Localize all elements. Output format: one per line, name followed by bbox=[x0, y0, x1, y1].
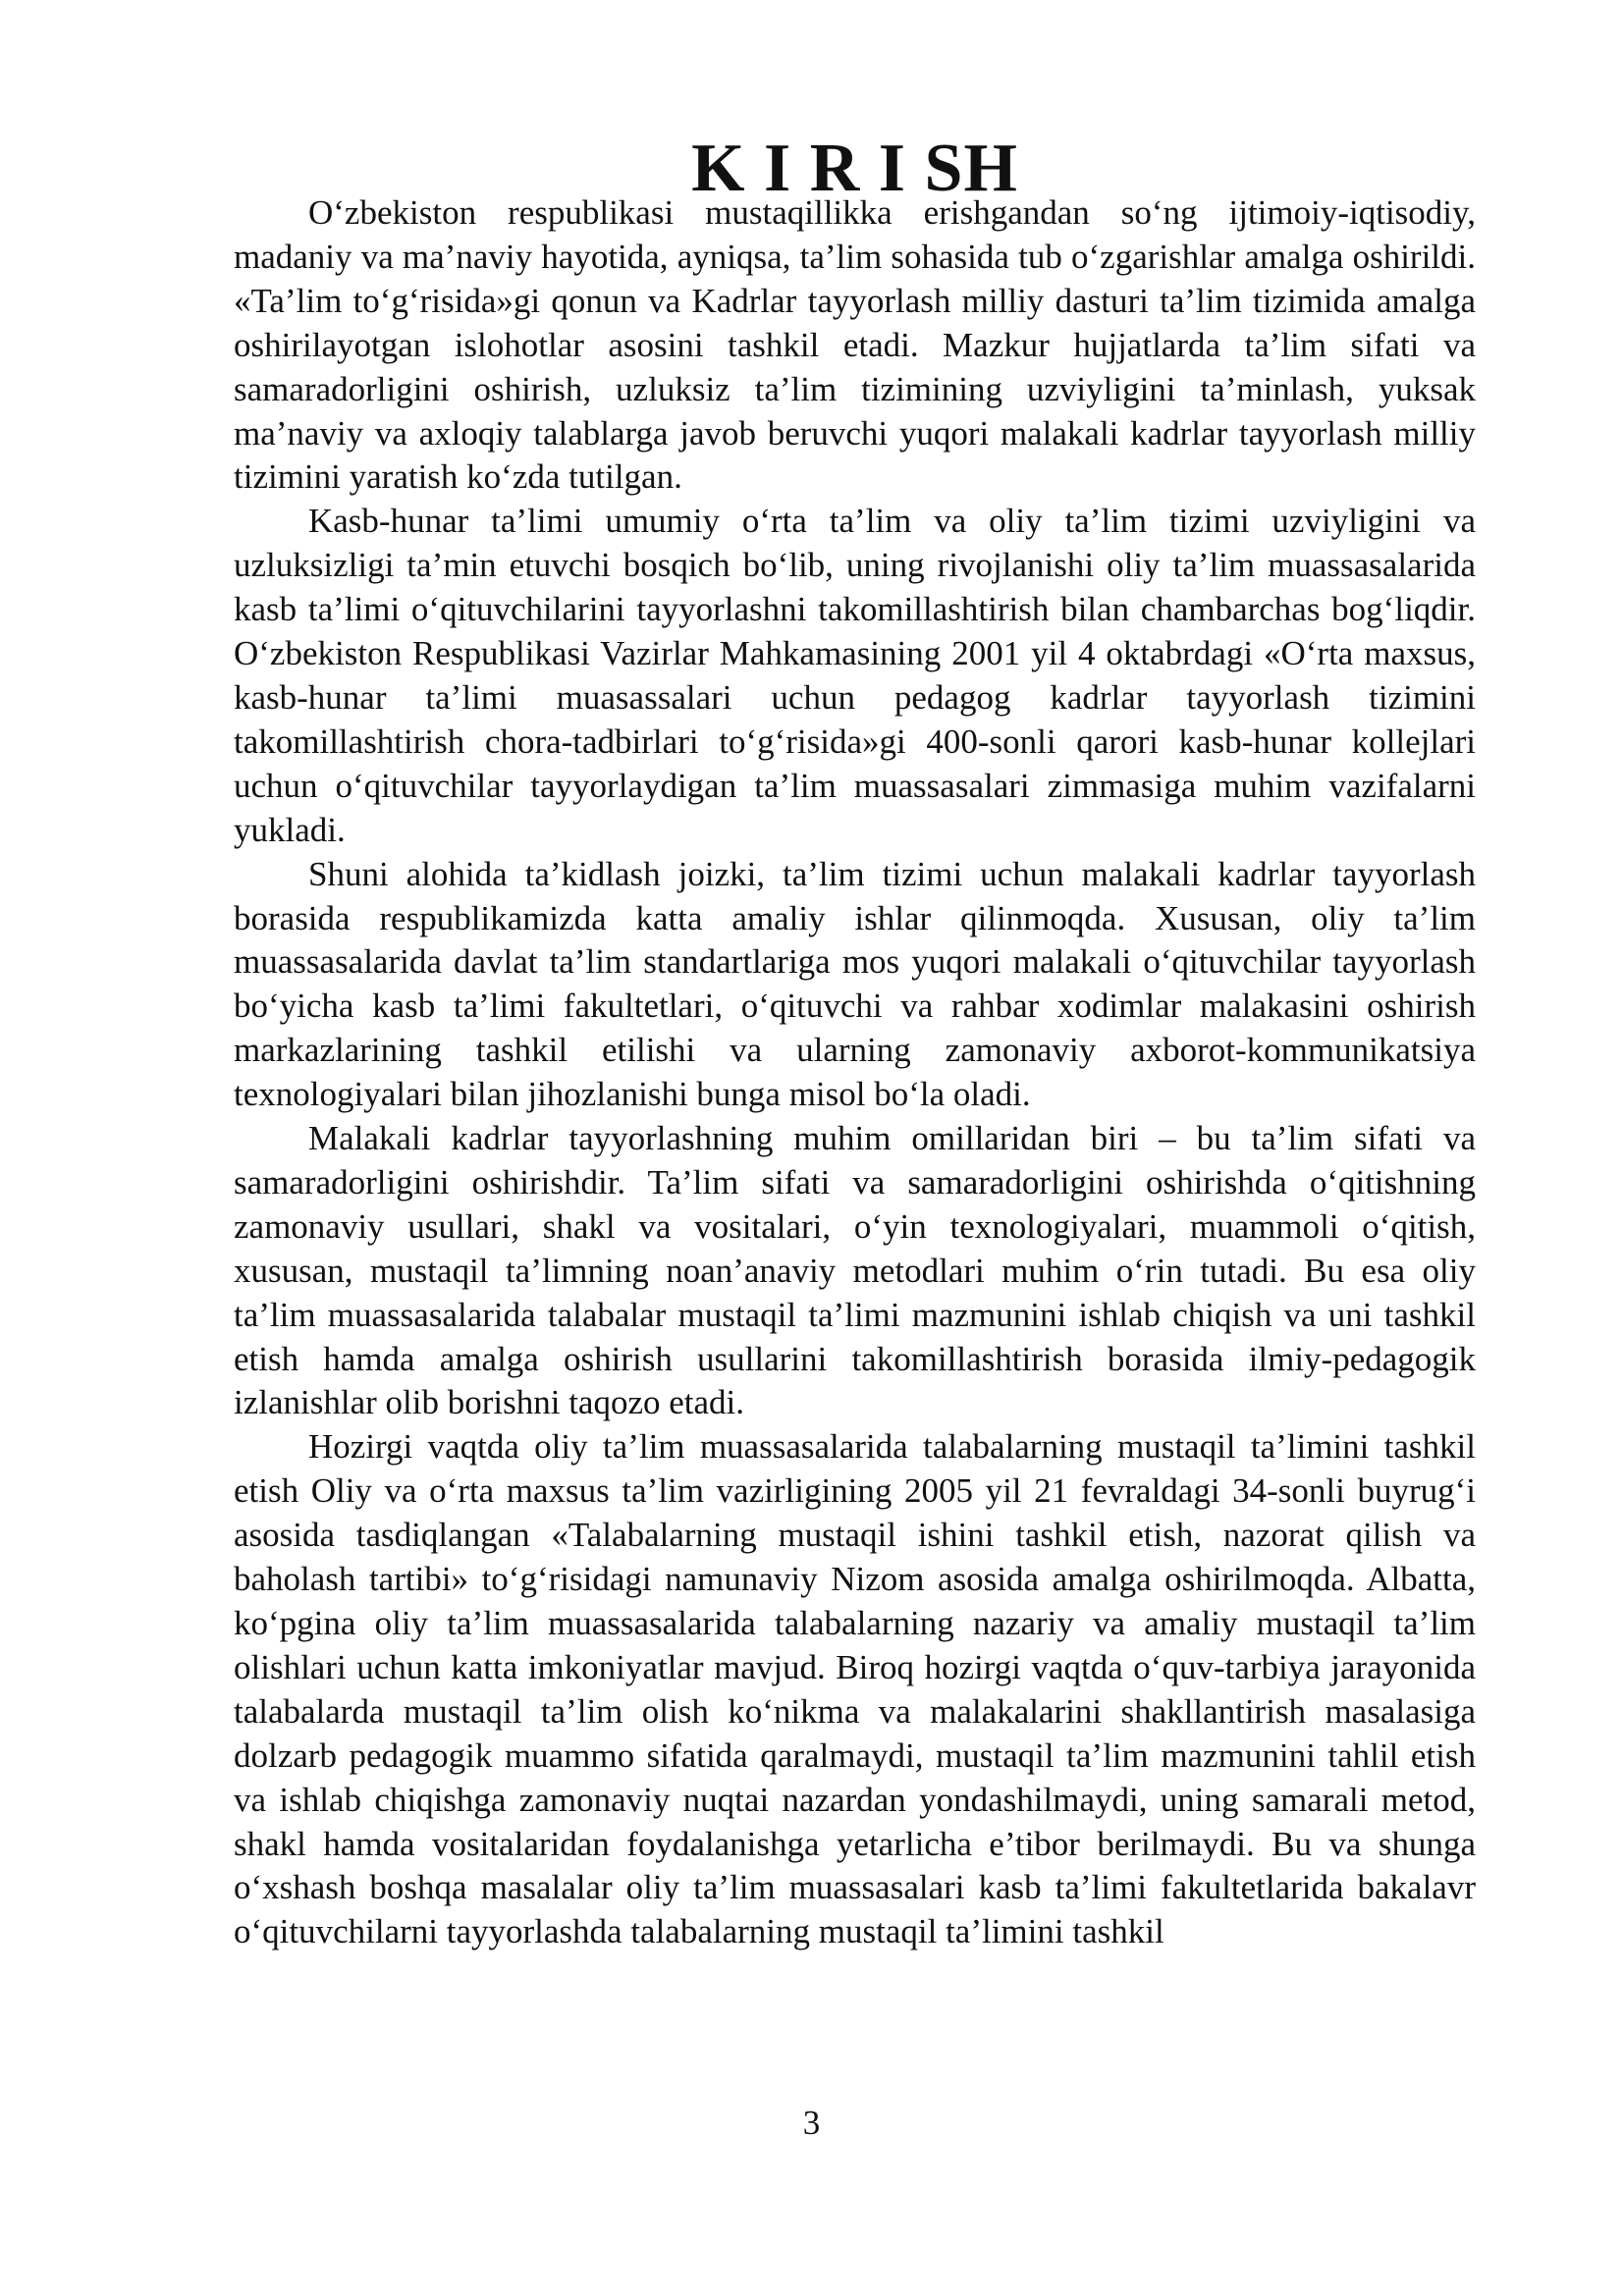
paragraph-2: Kasb-hunar ta’limi umumiy o‘rta ta’lim va oliy ta’lim tizimi uzviyligini va uzluksizligi ta’min etuvchi bosqich bo‘lib, uning rivojlanishi oliy ta’lim muassasalarida kasb ta’limi o‘qituvchilarini tayyorlashni takomillashtirish bilan chambarchas bog‘liqdir. O‘zbekiston Respublikasi Vazirlar Mahkamasining 2001 yil 4 oktabrdagi «O‘rta maxsus, kasb-hunar ta’limi muasassalari uchun pedagog kadrlar tayyorlash tizimini takomillashtirish chora-tadbirlari to‘g‘risida»gi 400-sonli qarori kasb-hunar kollejlari uchun o‘qituvchilar tayyorlaydigan ta’lim muassasalari zimmasiga muhim vazifalarni yukladi. bbox=[234, 502, 1476, 849]
section-title: K I R I SH bbox=[691, 131, 1018, 206]
paragraph-5: Hozirgi vaqtda oliy ta’lim muassasalarida talabalarning mustaqil ta’limini tashkil etish Oliy va o‘rta maxsus ta’lim vazirligining 2005 yil 21 fevraldagi 34-sonli buyrug‘i asosida tasdiqlangan «Talabalarning mustaqil ishini tashkil etish, nazorat qilish va baholash tartibi» to‘g‘risidagi namunaviy Nizom asosida amalga oshirilmoqda. Albatta, ko‘pgina oliy ta’lim muassasalarida talabalarning nazariy va amaliy mustaqil ta’lim olishlari uchun katta imkoniyatlar mavjud. Biroq hozirgi vaqtda o‘quv-tarbiya jarayonida talabalarda mustaqil ta’lim olish ko‘nikma va malakalarini shakllantirish masalasiga dolzarb pedagogik muammo sifatida qaralmaydi, mustaqil ta’lim mazmunini tahlil etish va ishlab chiqishga zamonaviy nuqtai nazardan yondashilmaydi, uning samarali metod, shakl hamda vositalaridan foydalanishga yetarlicha e’tibor berilmaydi. Bu va shunga o‘xshash boshqa masalalar oliy ta’lim muassasalari kasb ta’limi fakultetlarida bakalavr o‘qituvchilarni tayyorlashda talabalarning mustaqil ta’limini tashkil bbox=[234, 1427, 1476, 1951]
document-page bbox=[234, 131, 1476, 1954]
paragraph-1: O‘zbekiston respublikasi mustaqillikka erishgandan so‘ng ijtimoiy-iqtisodiy, madaniy va ma’naviy hayotida, ayniqsa, ta’lim sohasida tub o‘zgarishlar amalga oshirildi. «Ta’lim to‘g‘risida»gi qonun va Kadrlar tayyorlash milliy dasturi ta’lim tizimida amalga oshirilayotgan islohotlar asosini tashkil etadi. Mazkur hujjatlarda ta’lim sifati va samaradorligini oshirish, uzluksiz ta’lim tizimining uzviyligini ta’minlash, yuksak ma’naviy va axloqiy talablarga javob beruvchi yuqori malakali kadrlar tayyorlash milliy tizimini yaratish ko‘zda tutilgan. bbox=[234, 193, 1476, 497]
paragraph-3: Shuni alohida ta’kidlash joizki, ta’lim tizimi uchun malakali kadrlar tayyorlash borasida respublikamizda katta amaliy ishlar qilinmoqda. Xususan, oliy ta’lim muassasalarida davlat ta’lim standartlariga mos yuqori malakali o‘qituvchilar tayyorlash bo‘yicha kasb ta’limi fakultetlari, o‘qituvchi va rahbar xodimlar malakasini oshirish markazlarining tashkil etilishi va ularning zamonaviy axborot-kommunikatsiya texnologiyalari bilan jihozlanishi bunga misol bo‘la oladi. bbox=[234, 854, 1476, 1114]
paragraph-4: Malakali kadrlar tayyorlashning muhim omillaridan biri – bu ta’lim sifati va samaradorligini oshirishdir. Ta’lim sifati va samaradorligini oshirishda o‘qitishning zamonaviy usullari, shakl va vositalari, o‘yin texnologiyalari, muammoli o‘qitish, xususan, mustaqil ta’limning noan’anaviy metodlari muhim o‘rin tutadi. Bu esa oliy ta’lim muassasalarida talabalar mustaqil ta’limi mazmunini ishlab chiqish va uni tashkil etish hamda amalga oshirish usullarini takomillashtirish borasida ilmiy-pedagogik izlanishlar olib borishni taqozo etadi. bbox=[234, 1119, 1476, 1422]
page-number: 3 bbox=[802, 2104, 821, 2142]
